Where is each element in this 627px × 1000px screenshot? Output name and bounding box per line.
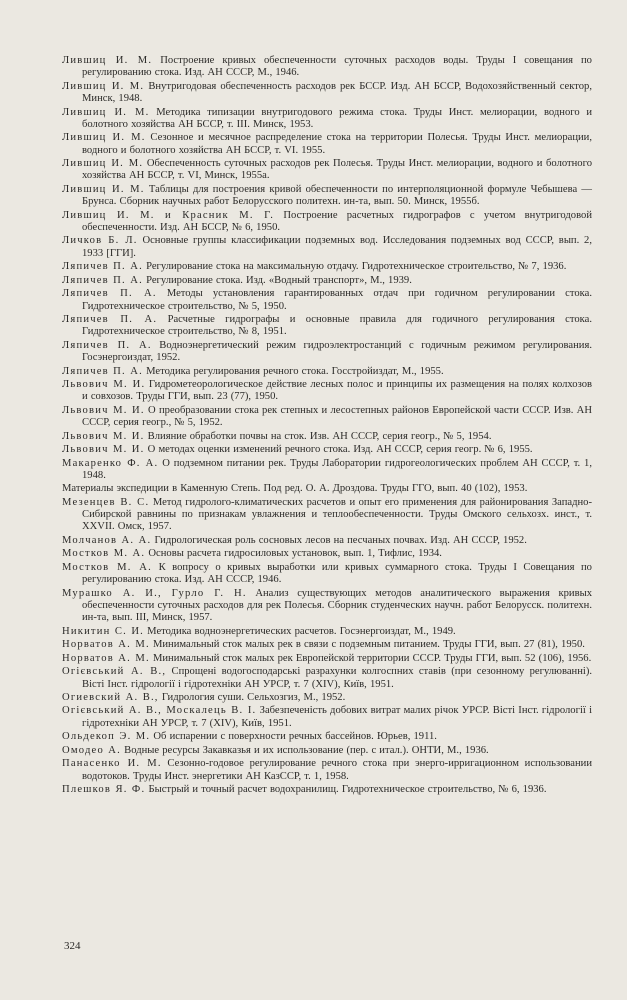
bibliography-entry xyxy=(62,158,592,183)
entry-author: Норватов А. М. xyxy=(62,652,150,664)
bibliography-entry xyxy=(62,210,592,235)
entry-text: Гидрометеорологическое действие лесных полос и принципы их размещения на полях колхозов и совхозов. Труды ГГИ, вып. 23 (77), 1950. xyxy=(82,379,592,403)
entry-author: Огиевский А. В., xyxy=(62,691,159,703)
entry-author: Мезенцев В. С. xyxy=(62,496,150,508)
entry-author: Лившиц И. М. и Красник М. Г. xyxy=(62,209,275,221)
entry-author: Мостков М. А. xyxy=(62,548,146,560)
entry-text: Забезпеченість добових витрат малих річок УРСР. Вісті Інст. гідрології і гідротехніки АН УРСР, т. 7 (XIV), Київ, 1951. xyxy=(82,705,593,729)
bibliography-entry xyxy=(62,288,592,313)
entry-author: Лившиц И. М. xyxy=(62,80,145,92)
bibliography-entry xyxy=(62,340,592,365)
entry-text: Построение кривых обеспеченности суточных расходов воды. Труды I совещания по регулированию стока. Изд. АН СССР, М., 1946. xyxy=(82,55,592,79)
entry-author: Львович М. И. xyxy=(62,379,146,391)
entry-text: Минимальный сток малых рек Европейской территории СССР. Труды ГГИ, вып. 52 (106), 1956. xyxy=(152,652,592,664)
bibliography-entry xyxy=(62,692,592,704)
entry-author: Ляпичев П. А. xyxy=(62,261,143,273)
bibliography-entry xyxy=(62,758,592,783)
entry-text: Методика водноэнергетических расчетов. Госэнергоиздат, М., 1949. xyxy=(147,625,456,637)
entry-text: Об испарении с поверхности речных бассейнов. Юрьев, 1911. xyxy=(153,731,437,743)
bibliography-entry xyxy=(62,639,592,651)
entry-text: Методика регулирования речного стока. Госстройиздат, М., 1955. xyxy=(146,365,444,377)
bibliography-entry xyxy=(62,132,592,157)
entry-text: Таблицы для построения кривой обеспеченности по интерполяционной формуле Чебышева — Брунса. Сборник научных работ Белорусского политехн. ин-та, вып. 50. Минск, 1955б. xyxy=(82,183,592,208)
entry-text: Построение расчетных гидрографов с учетом внутригодовой обеспеченности. Изд. АН БССР, № 6, 1950. xyxy=(82,209,592,233)
entry-text: Влияние обработки почвы на сток. Изв. АН СССР, серия геогр., № 5, 1954. xyxy=(147,430,492,442)
entry-author: Лившиц И. М. xyxy=(62,183,145,195)
entry-text: Водные ресурсы Закавказья и их использование (пер. с итал.). ОНТИ, М., 1936. xyxy=(124,744,489,756)
entry-text: Быстрый и точный расчет водохранилищ. Гидротехническое строительство, № 6, 1936. xyxy=(148,784,547,795)
entry-text: О преобразовании стока рек степных и лесостепных районов Европейской части СССР. Изв. АН СССР, серия геогр., № 5, 1952. xyxy=(82,404,592,429)
entry-author: Огієвський А. В., Москалець В. І. xyxy=(62,705,257,717)
bibliography-entry xyxy=(62,535,592,547)
entry-author: Ляпичев П. А. xyxy=(62,365,143,377)
entry-author: Норватов А. М. xyxy=(62,639,150,651)
bibliography-entry xyxy=(62,745,592,757)
entry-text: Спрощені водогосподарські разрахунки колгоспних ставів (при сезонному регулюванні). Вісті Інст. гідрології і гідротехніки АН УРСР, т. 7 (XIV), Київ, 1951. xyxy=(82,666,592,690)
bibliography-entry xyxy=(62,235,592,260)
entry-author: Львович М. И. xyxy=(62,444,145,456)
page-number: 324 xyxy=(64,940,81,952)
entry-author: Мостков М. А. xyxy=(62,561,153,573)
bibliography-entry xyxy=(62,405,592,430)
entry-author: Никитин С. И. xyxy=(62,625,145,637)
entry-author: Лившиц И. М. xyxy=(62,132,146,144)
entry-text: Сезонное и месячное распределение стока на территории Полесья. Труды Инст. мелиорации, водного и болотного хозяйства АН БССР, т. VI. 1955. xyxy=(82,132,592,156)
entry-author: Ляпичев П. А. xyxy=(62,339,152,351)
entry-text: Основы расчета гидросиловых установок, вып. 1, Тифлис, 1934. xyxy=(148,548,442,560)
entry-text: Внутригодовая обеспеченность расходов рек БССР. Изд. АН БССР, Водохозяйственный сектор, Минск, 1948. xyxy=(82,80,592,105)
bibliography-entry xyxy=(62,314,592,339)
entry-author: Личков Б. Л. xyxy=(62,235,138,247)
entry-text: Метод гидролого-климатических расчетов и опыт его применения для районирования Западно-Сибирской равнины по признакам увлажнения и теплообеспеченности. Труды Омского сельхозх. инст., т. XXVII. Омск, 1957. xyxy=(82,496,592,533)
entry-author: Мурашко А. И., Гурло Г. Н. xyxy=(62,587,247,599)
entry-text: К вопросу о кривых выработки или кривых суммарного стока. Труды I Совещания по регулированию стока. Изд. АН СССР, 1946. xyxy=(82,561,592,586)
entry-text: Основные группы классификации подземных вод. Исследования подземных вод СССР, вып. 2, 1933 [ГГИ]. xyxy=(82,235,592,259)
bibliography-entry xyxy=(62,366,592,378)
entry-text: Регулирование стока на максимальную отдачу. Гидротехническое строительство, № 7, 1936. xyxy=(146,261,567,273)
entry-author: Львович М. И. xyxy=(62,430,145,442)
entry-text: Анализ существующих методов аналитического выражения кривых обеспеченности суточных расходов для рек Полесья. Сборник студенческих научн. работ Белорусск. политехн. ин-та, вып. III, Минск, 1957. xyxy=(82,587,592,624)
bibliography-entry xyxy=(62,548,592,560)
entry-text: Расчетные гидрографы и основные правила для годичного регулирования стока. Гидротехническое строительство, № 8, 1951. xyxy=(82,314,592,338)
entry-text: Гидрология суши. Сельхозгиз, М., 1952. xyxy=(161,691,346,703)
bibliography-entry xyxy=(62,666,592,691)
bibliography-entry xyxy=(62,431,592,443)
entry-author: Макаренко Ф. А. xyxy=(62,457,159,469)
entry-text: Обеспеченность суточных расходов рек Полесья. Труды Инст. мелиорации, водного и болотного хозяйства АН БССР, т. VI, Минск, 1955а. xyxy=(82,158,592,182)
bibliography-entry xyxy=(62,588,592,625)
entry-author: Панасенко И. М. xyxy=(62,758,162,770)
entry-author: Плешков Я. Ф. xyxy=(62,784,146,795)
entry-author: Огієвський А. В., xyxy=(62,666,167,678)
bibliography-list xyxy=(62,55,592,797)
bibliography-entry xyxy=(62,731,592,743)
entry-text: О подземном питании рек. Труды Лаборатории гидрогеологических проблем АН СССР, т. 1, 1948. xyxy=(82,457,592,481)
entry-author: Омодео А. xyxy=(62,744,121,756)
bibliography-entry xyxy=(62,379,592,404)
entry-author: Львович М. И. xyxy=(62,404,145,416)
entry-author: Ляпичев П. А. xyxy=(62,288,157,300)
entry-text: Минимальный сток малых рек в связи с подземным питанием. Труды ГГИ, вып. 27 (81), 1950. xyxy=(152,639,585,651)
entry-text: О методах оценки изменений речного стока. Изд. АН СССР, серия геогр. № 6, 1955. xyxy=(147,444,533,456)
bibliography-entry xyxy=(62,626,592,638)
entry-author: Молчанов А. А. xyxy=(62,534,152,546)
entry-text: Материалы экспедиции в Каменную Степь. Под ред. О. А. Дроздова. Труды ГГО, вып. 40 (102), 1953. xyxy=(62,483,528,495)
bibliography-entry xyxy=(62,497,592,534)
entry-author: Ольдекоп Э. М. xyxy=(62,731,151,743)
bibliography-entry xyxy=(62,261,592,273)
bibliography-entry xyxy=(62,55,592,80)
bibliography-entry xyxy=(62,444,592,456)
entry-author: Лившиц И. М. xyxy=(62,158,144,170)
entry-author: Лившиц И. М. xyxy=(62,55,153,66)
bibliography-entry xyxy=(62,107,592,132)
bibliography-entry xyxy=(62,784,592,796)
entry-author: Ляпичев П. А. xyxy=(62,314,158,325)
entry-text: Методика типизации внутригодового режима стока. Труды Инст. мелиорации, водного и болотного хозяйства АН БССР, т. III. Минск, 1953. xyxy=(82,106,592,130)
bibliography-entry xyxy=(62,705,592,730)
entry-text: Гидрологическая роль сосновых лесов на песчаных почвах. Изд. АН СССР, 1952. xyxy=(154,534,527,546)
bibliography-entry xyxy=(62,653,592,665)
entry-author: Ляпичев П. А. xyxy=(62,274,143,286)
bibliography-entry xyxy=(62,458,592,483)
entry-author: Лившиц И. М. xyxy=(62,106,150,118)
bibliography-entry xyxy=(62,184,592,209)
bibliography-entry xyxy=(62,483,592,495)
entry-text: Сезонно-годовое регулирование речного стока при энерго-ирригационном использовании водотоков. Труды Инст. энергетики АН КазССР, т. 1, 1958. xyxy=(82,758,592,782)
bibliography-entry xyxy=(62,81,592,106)
bibliography-entry xyxy=(62,275,592,287)
entry-text: Регулирование стока. Изд. «Водный транспорт», М., 1939. xyxy=(146,274,412,286)
bibliography-entry xyxy=(62,562,592,587)
entry-text: Водноэнергетический режим гидроэлектростанций с годичным режимом регулирования. Госэнергоиздат, 1952. xyxy=(82,339,592,364)
entry-text: Методы установления гарантированных отдач при годичном регулировании стока. Гидротехническое строительство, № 5, 1950. xyxy=(82,288,592,312)
